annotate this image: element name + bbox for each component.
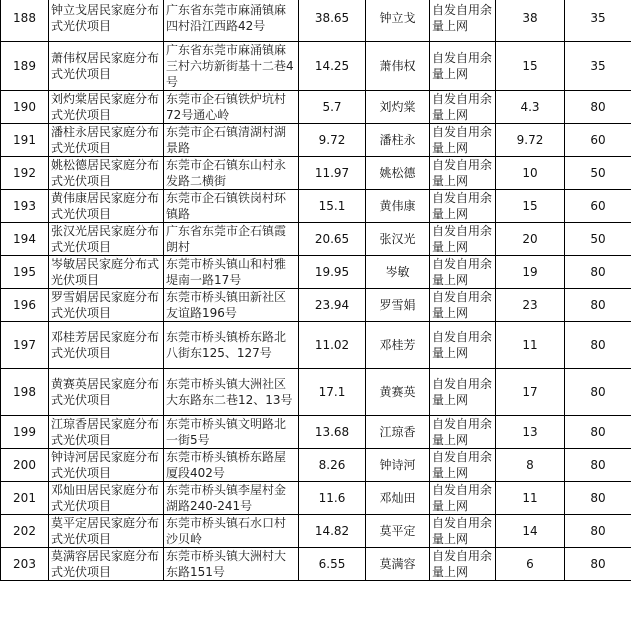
table-row bbox=[1, 91, 631, 124]
grid-connection-mode: 自发自用余量上网 bbox=[430, 548, 496, 581]
installed-value: 23 bbox=[496, 289, 565, 322]
capacity-value: 5.7 bbox=[299, 91, 366, 124]
installed-value: 17 bbox=[496, 369, 565, 416]
project-name: 罗雪娟居民家庭分布式光伏项目 bbox=[49, 289, 164, 322]
grid-connection-mode: 自发自用余量上网 bbox=[430, 42, 496, 91]
project-name: 岑敏居民家庭分布式光伏项目 bbox=[49, 256, 164, 289]
installed-value: 14 bbox=[496, 515, 565, 548]
last-column-value: 80 bbox=[565, 256, 631, 289]
owner-name: 黄伟康 bbox=[366, 190, 430, 223]
project-name: 莫满容居民家庭分布式光伏项目 bbox=[49, 548, 164, 581]
project-name: 萧伟权居民家庭分布式光伏项目 bbox=[49, 42, 164, 91]
owner-name: 刘灼棠 bbox=[366, 91, 430, 124]
last-column-value: 80 bbox=[565, 369, 631, 416]
last-column-value: 80 bbox=[565, 322, 631, 369]
table-row bbox=[1, 548, 631, 581]
row-number: 192 bbox=[1, 157, 49, 190]
project-address: 东莞市企石镇东山村永发路二横街 bbox=[164, 157, 299, 190]
project-address: 东莞市桥头镇文明路北一街5号 bbox=[164, 416, 299, 449]
table-row bbox=[1, 482, 631, 515]
installed-value: 11 bbox=[496, 322, 565, 369]
installed-value: 19 bbox=[496, 256, 565, 289]
project-name: 江琼香居民家庭分布式光伏项目 bbox=[49, 416, 164, 449]
project-address: 东莞市桥头镇山和村雅堤南一路17号 bbox=[164, 256, 299, 289]
installed-value: 20 bbox=[496, 223, 565, 256]
capacity-value: 23.94 bbox=[299, 289, 366, 322]
capacity-value: 11.02 bbox=[299, 322, 366, 369]
last-column-value: 80 bbox=[565, 482, 631, 515]
owner-name: 罗雪娟 bbox=[366, 289, 430, 322]
project-name: 黄伟康居民家庭分布式光伏项目 bbox=[49, 190, 164, 223]
grid-connection-mode: 自发自用余量上网 bbox=[430, 416, 496, 449]
owner-name: 江琼香 bbox=[366, 416, 430, 449]
row-number: 198 bbox=[1, 369, 49, 416]
owner-name: 姚松德 bbox=[366, 157, 430, 190]
capacity-value: 13.68 bbox=[299, 416, 366, 449]
row-number: 201 bbox=[1, 482, 49, 515]
project-address: 东莞市企石镇铁炉坑村72号通心岭 bbox=[164, 91, 299, 124]
last-column-value: 80 bbox=[565, 416, 631, 449]
row-number: 197 bbox=[1, 322, 49, 369]
installed-value: 8 bbox=[496, 449, 565, 482]
capacity-value: 11.97 bbox=[299, 157, 366, 190]
row-number: 193 bbox=[1, 190, 49, 223]
installed-value: 13 bbox=[496, 416, 565, 449]
installed-value: 4.3 bbox=[496, 91, 565, 124]
row-number: 200 bbox=[1, 449, 49, 482]
installed-value: 9.72 bbox=[496, 124, 565, 157]
table-row bbox=[1, 223, 631, 256]
project-address: 广东省东莞市麻涌镇麻四村沿江西路42号 bbox=[164, 0, 299, 42]
installed-value: 10 bbox=[496, 157, 565, 190]
table-row bbox=[1, 256, 631, 289]
grid-connection-mode: 自发自用余量上网 bbox=[430, 289, 496, 322]
project-name: 刘灼棠居民家庭分布式光伏项目 bbox=[49, 91, 164, 124]
owner-name: 莫平定 bbox=[366, 515, 430, 548]
project-name: 潘柱永居民家庭分布式光伏项目 bbox=[49, 124, 164, 157]
project-address: 东莞市桥头镇李屋村金湖路240-241号 bbox=[164, 482, 299, 515]
installed-value: 15 bbox=[496, 190, 565, 223]
project-address: 东莞市桥头镇桥东路北八街东125、127号 bbox=[164, 322, 299, 369]
project-name: 邓桂芳居民家庭分布式光伏项目 bbox=[49, 322, 164, 369]
owner-name: 钟诗河 bbox=[366, 449, 430, 482]
last-column-value: 80 bbox=[565, 515, 631, 548]
table-row bbox=[1, 449, 631, 482]
capacity-value: 38.65 bbox=[299, 0, 366, 42]
owner-name: 邓桂芳 bbox=[366, 322, 430, 369]
table-body bbox=[1, 0, 631, 581]
table-row bbox=[1, 369, 631, 416]
installed-value: 38 bbox=[496, 0, 565, 42]
project-address: 东莞市企石镇清湖村湖景路 bbox=[164, 124, 299, 157]
capacity-value: 15.1 bbox=[299, 190, 366, 223]
grid-connection-mode: 自发自用余量上网 bbox=[430, 369, 496, 416]
grid-connection-mode: 自发自用余量上网 bbox=[430, 124, 496, 157]
project-address: 东莞市桥头镇大洲社区大东路东二巷12、13号 bbox=[164, 369, 299, 416]
project-address: 广东省东莞市麻涌镇麻三村六坊新街基十二巷4号 bbox=[164, 42, 299, 91]
grid-connection-mode: 自发自用余量上网 bbox=[430, 0, 496, 42]
grid-connection-mode: 自发自用余量上网 bbox=[430, 223, 496, 256]
grid-connection-mode: 自发自用余量上网 bbox=[430, 190, 496, 223]
row-number: 189 bbox=[1, 42, 49, 91]
table-row bbox=[1, 0, 631, 42]
owner-name: 潘柱永 bbox=[366, 124, 430, 157]
table-row bbox=[1, 190, 631, 223]
row-number: 195 bbox=[1, 256, 49, 289]
last-column-value: 80 bbox=[565, 289, 631, 322]
row-number: 196 bbox=[1, 289, 49, 322]
grid-connection-mode: 自发自用余量上网 bbox=[430, 482, 496, 515]
row-number: 188 bbox=[1, 0, 49, 42]
table-row bbox=[1, 515, 631, 548]
grid-connection-mode: 自发自用余量上网 bbox=[430, 515, 496, 548]
table-row bbox=[1, 42, 631, 91]
owner-name: 黄赛英 bbox=[366, 369, 430, 416]
project-address: 东莞市桥头镇石水口村沙贝岭 bbox=[164, 515, 299, 548]
table-row bbox=[1, 124, 631, 157]
row-number: 191 bbox=[1, 124, 49, 157]
grid-connection-mode: 自发自用余量上网 bbox=[430, 322, 496, 369]
row-number: 194 bbox=[1, 223, 49, 256]
project-address: 东莞市桥头镇田新社区友谊路196号 bbox=[164, 289, 299, 322]
last-column-value: 50 bbox=[565, 223, 631, 256]
project-name: 姚松德居民家庭分布式光伏项目 bbox=[49, 157, 164, 190]
installed-value: 15 bbox=[496, 42, 565, 91]
capacity-value: 17.1 bbox=[299, 369, 366, 416]
row-number: 203 bbox=[1, 548, 49, 581]
capacity-value: 14.25 bbox=[299, 42, 366, 91]
grid-connection-mode: 自发自用余量上网 bbox=[430, 449, 496, 482]
capacity-value: 9.72 bbox=[299, 124, 366, 157]
last-column-value: 80 bbox=[565, 449, 631, 482]
owner-name: 邓灿田 bbox=[366, 482, 430, 515]
capacity-value: 20.65 bbox=[299, 223, 366, 256]
table-row bbox=[1, 322, 631, 369]
owner-name: 萧伟权 bbox=[366, 42, 430, 91]
installed-value: 6 bbox=[496, 548, 565, 581]
owner-name: 钟立戈 bbox=[366, 0, 430, 42]
last-column-value: 35 bbox=[565, 0, 631, 42]
last-column-value: 80 bbox=[565, 548, 631, 581]
last-column-value: 60 bbox=[565, 190, 631, 223]
grid-connection-mode: 自发自用余量上网 bbox=[430, 256, 496, 289]
capacity-value: 19.95 bbox=[299, 256, 366, 289]
project-name: 莫平定居民家庭分布式光伏项目 bbox=[49, 515, 164, 548]
row-number: 199 bbox=[1, 416, 49, 449]
project-name: 邓灿田居民家庭分布式光伏项目 bbox=[49, 482, 164, 515]
row-number: 190 bbox=[1, 91, 49, 124]
table-row bbox=[1, 157, 631, 190]
last-column-value: 60 bbox=[565, 124, 631, 157]
project-address: 广东省东莞市企石镇霞朗村 bbox=[164, 223, 299, 256]
capacity-value: 11.6 bbox=[299, 482, 366, 515]
project-address: 东莞市桥头镇大洲村大东路151号 bbox=[164, 548, 299, 581]
installed-value: 11 bbox=[496, 482, 565, 515]
project-address: 东莞市桥头镇桥东路屋厦段402号 bbox=[164, 449, 299, 482]
table-row bbox=[1, 289, 631, 322]
project-name: 钟立戈居民家庭分布式光伏项目 bbox=[49, 0, 164, 42]
grid-connection-mode: 自发自用余量上网 bbox=[430, 157, 496, 190]
capacity-value: 8.26 bbox=[299, 449, 366, 482]
capacity-value: 14.82 bbox=[299, 515, 366, 548]
project-name: 黄赛英居民家庭分布式光伏项目 bbox=[49, 369, 164, 416]
last-column-value: 50 bbox=[565, 157, 631, 190]
owner-name: 莫满容 bbox=[366, 548, 430, 581]
table-row bbox=[1, 416, 631, 449]
capacity-value: 6.55 bbox=[299, 548, 366, 581]
row-number: 202 bbox=[1, 515, 49, 548]
last-column-value: 35 bbox=[565, 42, 631, 91]
project-name: 张汉光居民家庭分布式光伏项目 bbox=[49, 223, 164, 256]
project-name: 钟诗河居民家庭分布式光伏项目 bbox=[49, 449, 164, 482]
grid-connection-mode: 自发自用余量上网 bbox=[430, 91, 496, 124]
owner-name: 张汉光 bbox=[366, 223, 430, 256]
project-address: 东莞市企石镇铁岗村环镇路 bbox=[164, 190, 299, 223]
last-column-value: 80 bbox=[565, 91, 631, 124]
owner-name: 岑敏 bbox=[366, 256, 430, 289]
